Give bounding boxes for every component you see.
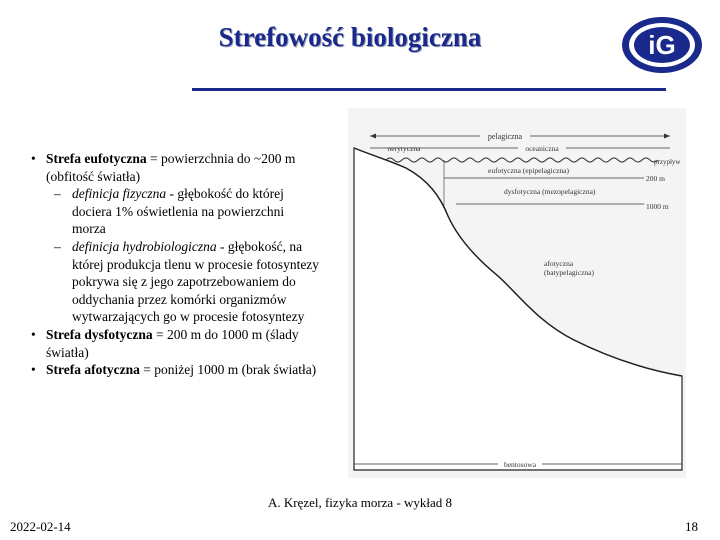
bullet-afotyczna [28, 361, 320, 379]
bullet-dysfotyczna [28, 326, 320, 361]
bullet-text: = 200 m do 1000 m (ślady światła) [46, 326, 299, 360]
bullet-list [28, 150, 320, 379]
label-nerytyczna: nerytyczna [387, 144, 421, 153]
label-dysfotyczna: dysfotyczna (mezopelagiczna) [504, 187, 596, 196]
label-200m: 200 m [646, 174, 665, 183]
institute-logo [618, 14, 706, 76]
subitem-text: - głębokość, na której produkcja tlenu w procesie fotosyntezy pokrywa się z jego zapotrzebowaniem do oddychania przez komórki organizmów wytwarzających go w procesie fotosyntezy [72, 238, 320, 325]
title-underline [192, 88, 666, 91]
subitem-fizyczna [28, 185, 320, 238]
sub-dash: – [54, 238, 61, 254]
bullet-term: Strefa eufotyczna [46, 151, 147, 166]
bullet-term: Strefa afotyczna [46, 362, 140, 378]
footer-date: 2022-02-14 [10, 519, 71, 534]
label-batypelagiczna: (batypelagiczna) [544, 268, 594, 277]
subitem-text: - głębokość do której dociera 1% oświetlenia na powierzchni morza [72, 186, 285, 237]
bullet-text: = poniżej 1000 m (brak światła) [139, 362, 317, 378]
sub-dash: – [54, 186, 61, 202]
slide-title: Strefowość biologiczna [218, 22, 482, 52]
ocean-zones-diagram [348, 108, 686, 478]
bullet-dot: • [31, 326, 36, 342]
bullet-text: = powierzchnia do ~200 m (obfitość światła) [46, 151, 296, 184]
bullet-eufotyczna [28, 150, 320, 185]
label-przyplyw: przypływ [654, 158, 681, 166]
bullet-dot: • [31, 362, 36, 378]
bullet-dot: • [31, 151, 36, 166]
page-number: 18 [685, 519, 698, 534]
label-bentosowa: bentosowa [503, 460, 537, 469]
logo-letters: iG [648, 30, 676, 60]
label-afotyczna: afotyczna [544, 259, 574, 268]
label-eufotyczna: eufotyczna (epipelagiczna) [488, 166, 569, 175]
footer-credit: A. Kręzel, fizyka morza - wykład 8 [267, 495, 453, 510]
label-oceaniczna: oceaniczna [525, 144, 559, 153]
subitem-term: definicja fizyczna [72, 186, 167, 202]
subitem-term: definicja hydrobiologiczna [72, 238, 217, 254]
label-1000m: 1000 m [646, 202, 669, 211]
label-pelagiczna: pelagiczna [487, 132, 523, 141]
bullet-term: Strefa dysfotyczna [46, 326, 153, 342]
subitem-hydrobiologiczna [28, 238, 320, 326]
